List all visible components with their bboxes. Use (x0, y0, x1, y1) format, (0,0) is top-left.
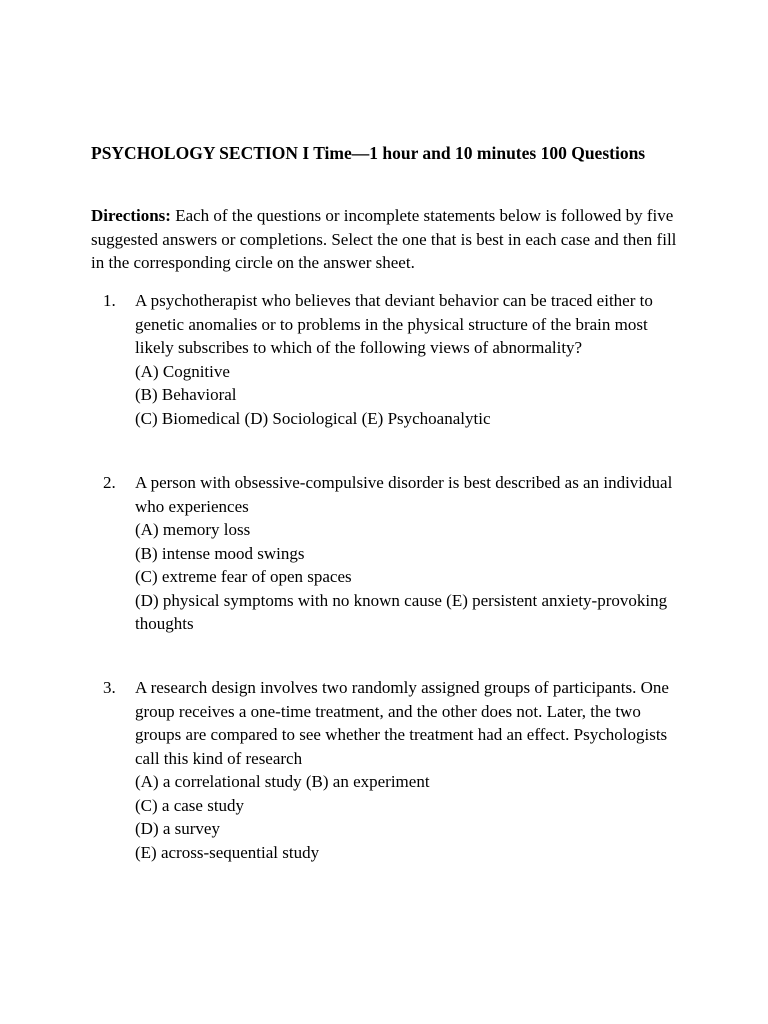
question-number: 1. (103, 291, 116, 310)
answer-choice-line: (D) physical symptoms with no known cause (E) persistent anxiety-provoking thoughts (135, 590, 668, 633)
answer-choice-line: (A) a correlational study (B) an experiment (135, 772, 430, 791)
question-body (135, 471, 685, 636)
answer-choice-line: (B) Behavioral (135, 385, 237, 404)
question-text: A person with obsessive-compulsive disorder is best described as an individual who experiences (135, 473, 673, 516)
question-body (135, 289, 685, 430)
question-item (91, 289, 691, 430)
answer-choice-line: (D) a survey (135, 819, 220, 838)
answer-choice-line: (A) memory loss (135, 520, 251, 539)
question-text: A psychotherapist who believes that deviant behavior can be traced either to genetic anomalies or to problems in the physical structure of the brain most likely subscribes to which of the following views of abnormality? (135, 291, 653, 357)
question-item (91, 471, 691, 636)
directions-text: Each of the questions or incomplete statements below is followed by five suggested answers or completions. Select the one that is best in each case and then fill in the corresponding circle on the answer sheet. (91, 206, 677, 272)
question-number: 2. (103, 473, 116, 492)
answer-choice-line: (A) Cognitive (135, 361, 230, 381)
directions-label: Directions: (91, 206, 171, 225)
answer-choice-line: (C) a case study (135, 795, 245, 815)
answer-choice-line: (B) intense mood swings (135, 543, 305, 563)
question-body (135, 676, 685, 864)
directions-paragraph (91, 204, 691, 275)
page-title: PSYCHOLOGY SECTION I Time—1 hour and 10 minutes 100 Questions (91, 143, 646, 163)
question-number: 3. (103, 678, 116, 697)
answer-choice-line: (E) across-sequential study (135, 842, 320, 862)
answer-choice-line: (C) extreme fear of open spaces (135, 567, 352, 586)
question-item (91, 676, 691, 864)
question-text: A research design involves two randomly assigned groups of participants. One group receives a one-time treatment, and the other does not. Later, the two groups are compared to see whether the treatment had an effect. Psychologists call this kind of research (135, 678, 669, 768)
answer-choice-line: (C) Biomedical (D) Sociological (E) Psychoanalytic (135, 408, 491, 428)
